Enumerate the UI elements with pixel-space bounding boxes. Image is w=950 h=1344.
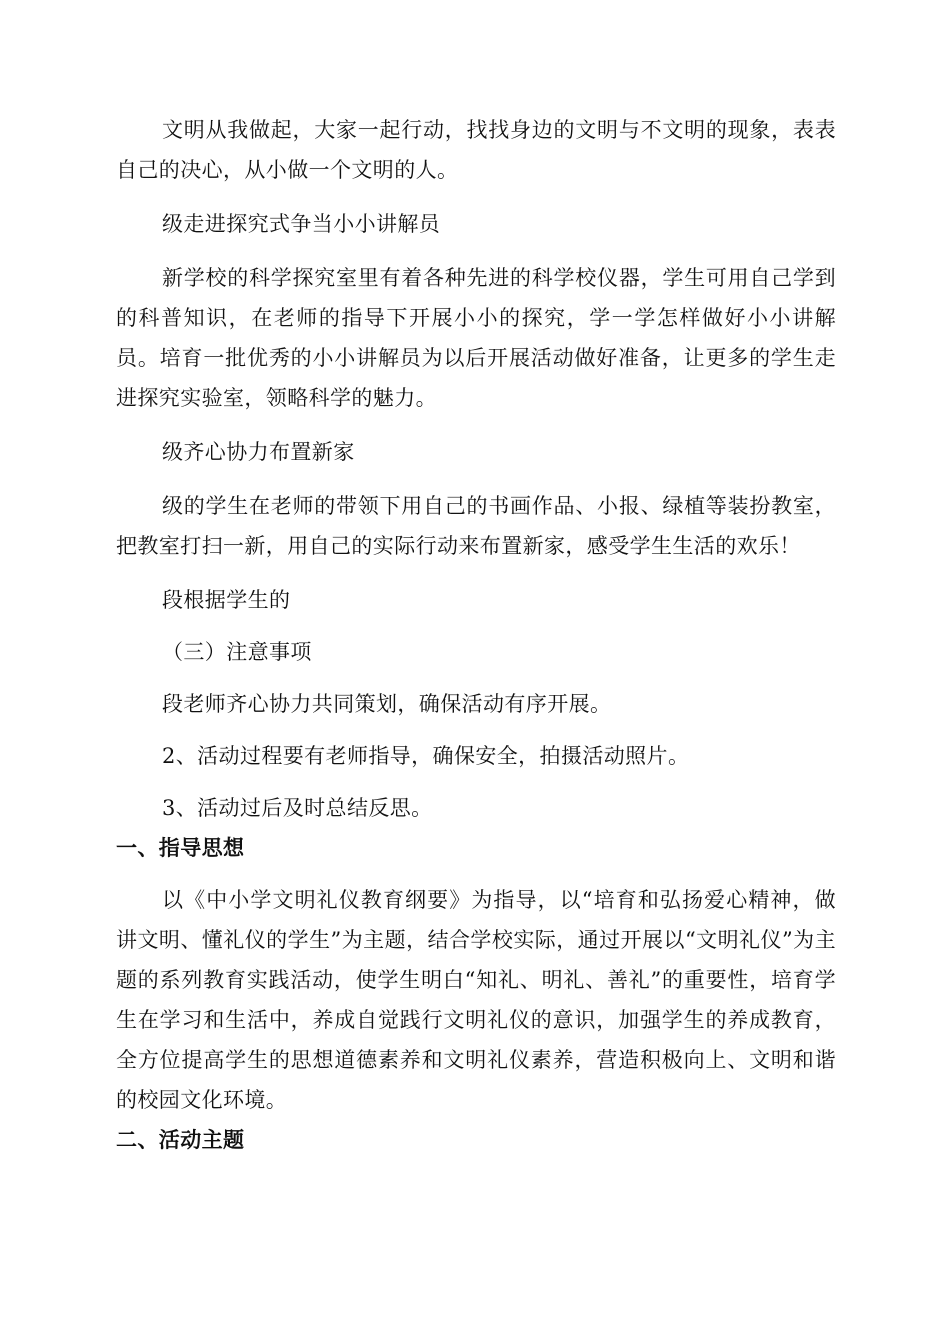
paragraph-segment-note: 段根据学生的 bbox=[162, 588, 291, 612]
document-body bbox=[116, 110, 836, 1160]
paragraph-guiding-idea: 以《中小学文明礼仪教育纲要》为指导，以“培育和弘扬爱心精神，做讲文明、懂礼仪的学生”为主题，结合学校实际，通过开展以“文明礼仪”为主题的系列教育实践活动，使学生明白“知礼、明礼、善礼”的重要性，培育学生在学习和生活中，养成自觉践行文明礼仪的意识，加强学生的养成教育，全方位提高学生的思想道德素养和文明礼仪素养，营造积极向上、文明和谐的校园文化环境。 bbox=[116, 888, 836, 1112]
note-item-2: 2、活动过程要有老师指导，确保安全，拍摄活动照片。 bbox=[162, 744, 690, 768]
heading-activity-theme: 二、活动主题 bbox=[116, 1128, 245, 1152]
paragraph-classroom-decor: 级的学生在老师的带领下用自己的书画作品、小报、绿植等装扮教室，把教室打扫一新，用自己的实际行动来布置新家，感受学生生活的欢乐！ bbox=[116, 494, 836, 558]
note-item-1: 段老师齐心协力共同策划，确保活动有序开展。 bbox=[162, 692, 612, 716]
heading-guiding-idea: 一、指导思想 bbox=[116, 836, 245, 860]
paragraph-explainer-title: 级走进探究式争当小小讲解员 bbox=[162, 212, 441, 236]
paragraph-new-home-title: 级齐心协力布置新家 bbox=[162, 440, 355, 464]
note-item-3: 3、活动过后及时总结反思。 bbox=[162, 796, 433, 820]
paragraph-science-lab: 新学校的科学探究室里有着各种先进的科学校仪器，学生可用自己学到的科普知识，在老师的指导下开展小小的探究，学一学怎样做好小小讲解员。培育一批优秀的小小讲解员为以后开展活动做好准备，让更多的学生走进探究实验室，领略科学的魅力。 bbox=[116, 266, 836, 410]
section-notes-title: （三）注意事项 bbox=[162, 640, 312, 664]
paragraph-civility-action: 文明从我做起，大家一起行动，找找身边的文明与不文明的现象，表表自己的决心，从小做一个文明的人。 bbox=[116, 118, 836, 182]
